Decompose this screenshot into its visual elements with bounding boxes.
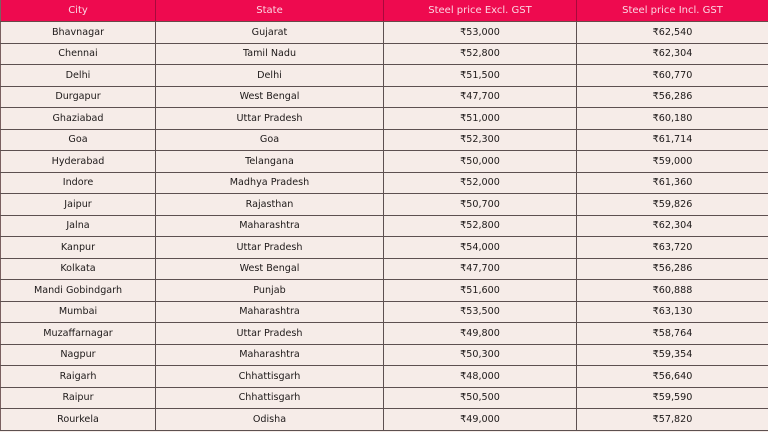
cell-price-excl-gst: ₹51,500	[384, 65, 577, 87]
cell-state: Maharashtra	[156, 215, 384, 237]
cell-price-incl-gst: ₹56,286	[577, 86, 768, 108]
cell-city: Durgapur	[1, 86, 156, 108]
cell-state: Uttar Pradesh	[156, 323, 384, 345]
table-row	[1, 215, 768, 237]
cell-city: Kolkata	[1, 258, 156, 280]
cell-state: Chhattisgarh	[156, 366, 384, 388]
cell-price-incl-gst: ₹58,764	[577, 323, 768, 345]
cell-price-excl-gst: ₹49,800	[384, 323, 577, 345]
cell-city: Delhi	[1, 65, 156, 87]
cell-city: Mumbai	[1, 301, 156, 323]
cell-state: Telangana	[156, 151, 384, 173]
header-price-incl-gst: Steel price Incl. GST	[577, 0, 768, 22]
cell-state: Maharashtra	[156, 344, 384, 366]
cell-city: Muzaffarnagar	[1, 323, 156, 345]
cell-price-excl-gst: ₹52,800	[384, 215, 577, 237]
cell-state: Punjab	[156, 280, 384, 302]
cell-price-incl-gst: ₹62,304	[577, 43, 768, 65]
cell-price-excl-gst: ₹52,000	[384, 172, 577, 194]
header-price-excl-gst: Steel price Excl. GST	[384, 0, 577, 22]
cell-city: Hyderabad	[1, 151, 156, 173]
table-row	[1, 194, 768, 216]
cell-state: Uttar Pradesh	[156, 108, 384, 130]
cell-price-incl-gst: ₹63,130	[577, 301, 768, 323]
cell-price-incl-gst: ₹59,000	[577, 151, 768, 173]
cell-price-incl-gst: ₹63,720	[577, 237, 768, 259]
table-row	[1, 409, 768, 431]
table-row	[1, 43, 768, 65]
cell-price-excl-gst: ₹48,000	[384, 366, 577, 388]
cell-price-excl-gst: ₹50,000	[384, 151, 577, 173]
table-row	[1, 344, 768, 366]
table-row	[1, 22, 768, 44]
cell-price-excl-gst: ₹47,700	[384, 258, 577, 280]
cell-city: Goa	[1, 129, 156, 151]
cell-price-incl-gst: ₹59,354	[577, 344, 768, 366]
table-row	[1, 387, 768, 409]
cell-price-incl-gst: ₹56,640	[577, 366, 768, 388]
table-row	[1, 129, 768, 151]
table-row	[1, 323, 768, 345]
cell-city: Ghaziabad	[1, 108, 156, 130]
cell-price-excl-gst: ₹50,300	[384, 344, 577, 366]
cell-state: Maharashtra	[156, 301, 384, 323]
cell-price-incl-gst: ₹61,360	[577, 172, 768, 194]
header-city: City	[1, 0, 156, 22]
table-header	[1, 0, 768, 22]
cell-city: Indore	[1, 172, 156, 194]
cell-state: Gujarat	[156, 22, 384, 44]
cell-price-excl-gst: ₹54,000	[384, 237, 577, 259]
cell-price-excl-gst: ₹47,700	[384, 86, 577, 108]
cell-state: Goa	[156, 129, 384, 151]
cell-price-incl-gst: ₹61,714	[577, 129, 768, 151]
table-row	[1, 258, 768, 280]
cell-state: Madhya Pradesh	[156, 172, 384, 194]
cell-price-excl-gst: ₹52,800	[384, 43, 577, 65]
table-row	[1, 65, 768, 87]
cell-city: Rourkela	[1, 409, 156, 431]
cell-price-excl-gst: ₹52,300	[384, 129, 577, 151]
cell-city: Bhavnagar	[1, 22, 156, 44]
cell-state: Odisha	[156, 409, 384, 431]
cell-state: Rajasthan	[156, 194, 384, 216]
cell-price-excl-gst: ₹50,500	[384, 387, 577, 409]
cell-price-excl-gst: ₹53,500	[384, 301, 577, 323]
cell-city: Mandi Gobindgarh	[1, 280, 156, 302]
cell-state: Tamil Nadu	[156, 43, 384, 65]
cell-price-incl-gst: ₹60,180	[577, 108, 768, 130]
header-row	[1, 0, 768, 22]
cell-state: Chhattisgarh	[156, 387, 384, 409]
cell-city: Chennai	[1, 43, 156, 65]
cell-price-excl-gst: ₹50,700	[384, 194, 577, 216]
table-row	[1, 151, 768, 173]
cell-city: Nagpur	[1, 344, 156, 366]
table-row	[1, 108, 768, 130]
table-body	[1, 22, 768, 431]
table-row	[1, 86, 768, 108]
cell-city: Raipur	[1, 387, 156, 409]
cell-price-incl-gst: ₹60,888	[577, 280, 768, 302]
cell-city: Jaipur	[1, 194, 156, 216]
cell-price-excl-gst: ₹49,000	[384, 409, 577, 431]
cell-price-excl-gst: ₹51,000	[384, 108, 577, 130]
cell-price-incl-gst: ₹62,540	[577, 22, 768, 44]
cell-state: West Bengal	[156, 258, 384, 280]
table-row	[1, 237, 768, 259]
cell-state: Uttar Pradesh	[156, 237, 384, 259]
cell-price-incl-gst: ₹60,770	[577, 65, 768, 87]
cell-state: Delhi	[156, 65, 384, 87]
cell-state: West Bengal	[156, 86, 384, 108]
cell-price-incl-gst: ₹59,590	[577, 387, 768, 409]
cell-city: Kanpur	[1, 237, 156, 259]
header-state: State	[156, 0, 384, 22]
cell-price-excl-gst: ₹51,600	[384, 280, 577, 302]
cell-price-incl-gst: ₹57,820	[577, 409, 768, 431]
cell-price-excl-gst: ₹53,000	[384, 22, 577, 44]
cell-price-incl-gst: ₹59,826	[577, 194, 768, 216]
table-row	[1, 366, 768, 388]
cell-city: Raigarh	[1, 366, 156, 388]
table-row	[1, 172, 768, 194]
cell-price-incl-gst: ₹56,286	[577, 258, 768, 280]
table-row	[1, 280, 768, 302]
cell-price-incl-gst: ₹62,304	[577, 215, 768, 237]
cell-city: Jalna	[1, 215, 156, 237]
table-row	[1, 301, 768, 323]
